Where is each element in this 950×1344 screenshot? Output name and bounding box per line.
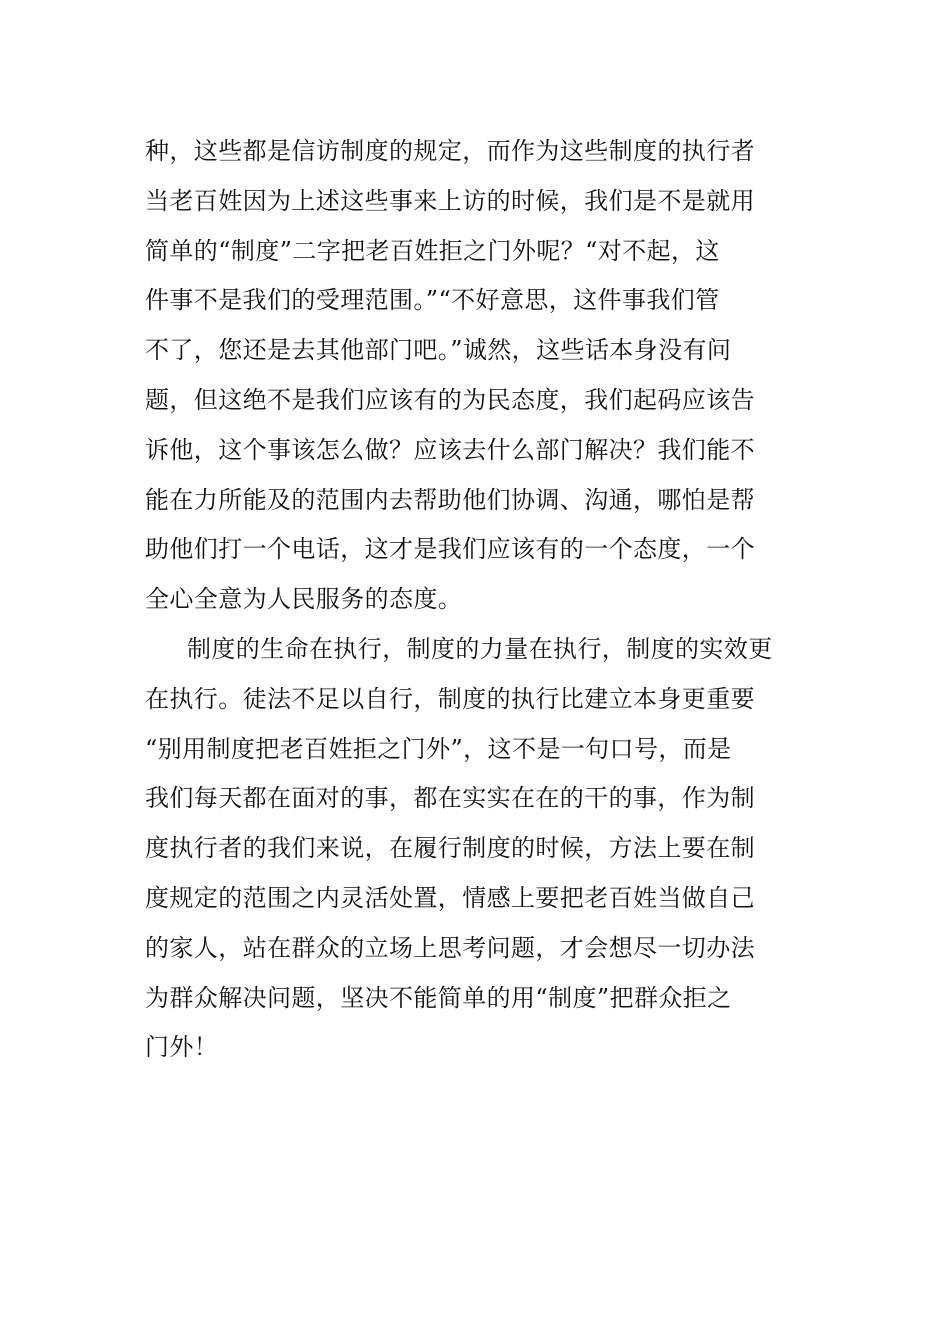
paragraph-1: [145, 127, 815, 625]
text-line: 门外！: [145, 1033, 219, 1062]
text-line: “别用制度把老百姓拒之门外”，这不是一句口号，而是: [145, 734, 732, 763]
text-line: 为群众解决问题，坚决不能简单的用“制度”把群众拒之: [145, 983, 732, 1012]
text-line-indented: 制度的生命在执行，制度的力量在执行，制度的实效更: [187, 634, 773, 663]
text-line: 题，但这绝不是我们应该有的为民态度，我们起码应该告: [145, 385, 755, 414]
text-line: 不了，您还是去其他部门吧。”诚然，这些话本身没有问: [145, 336, 732, 365]
text-line: 诉他，这个事该怎么做？应该去什么部门解决？我们能不: [145, 435, 755, 464]
text-line: 度执行者的我们来说，在履行制度的时候，方法上要在制: [145, 834, 755, 863]
text-line: 助他们打一个电话，这才是我们应该有的一个态度，一个: [145, 535, 755, 564]
text-line: 种，这些都是信访制度的规定，而作为这些制度的执行者: [145, 137, 755, 165]
text-line: 能在力所能及的范围内去帮助他们协调、沟通，哪怕是帮: [145, 485, 755, 514]
text-line: 的家人，站在群众的立场上思考问题，才会想尽一切办法: [145, 933, 755, 962]
text-line: 简单的“制度”二字把老百姓拒之门外呢？“对不起，这: [145, 236, 720, 265]
body-text: [145, 127, 815, 1073]
text-line: 在执行。徒法不足以自行，制度的执行比建立本身更重要: [145, 684, 755, 713]
paragraph-2: [145, 625, 815, 1073]
text-line: 件事不是我们的受理范围。”“不好意思，这件事我们管: [145, 286, 720, 315]
text-line: 我们每天都在面对的事，都在实实在在的干的事，作为制: [145, 784, 755, 813]
text-line: 当老百姓因为上述这些事来上访的时候，我们是不是就用: [145, 186, 755, 215]
text-line: 全心全意为人民服务的态度。: [145, 585, 463, 614]
text-line: 度规定的范围之内灵活处置，情感上要把老百姓当做自己: [145, 883, 755, 912]
